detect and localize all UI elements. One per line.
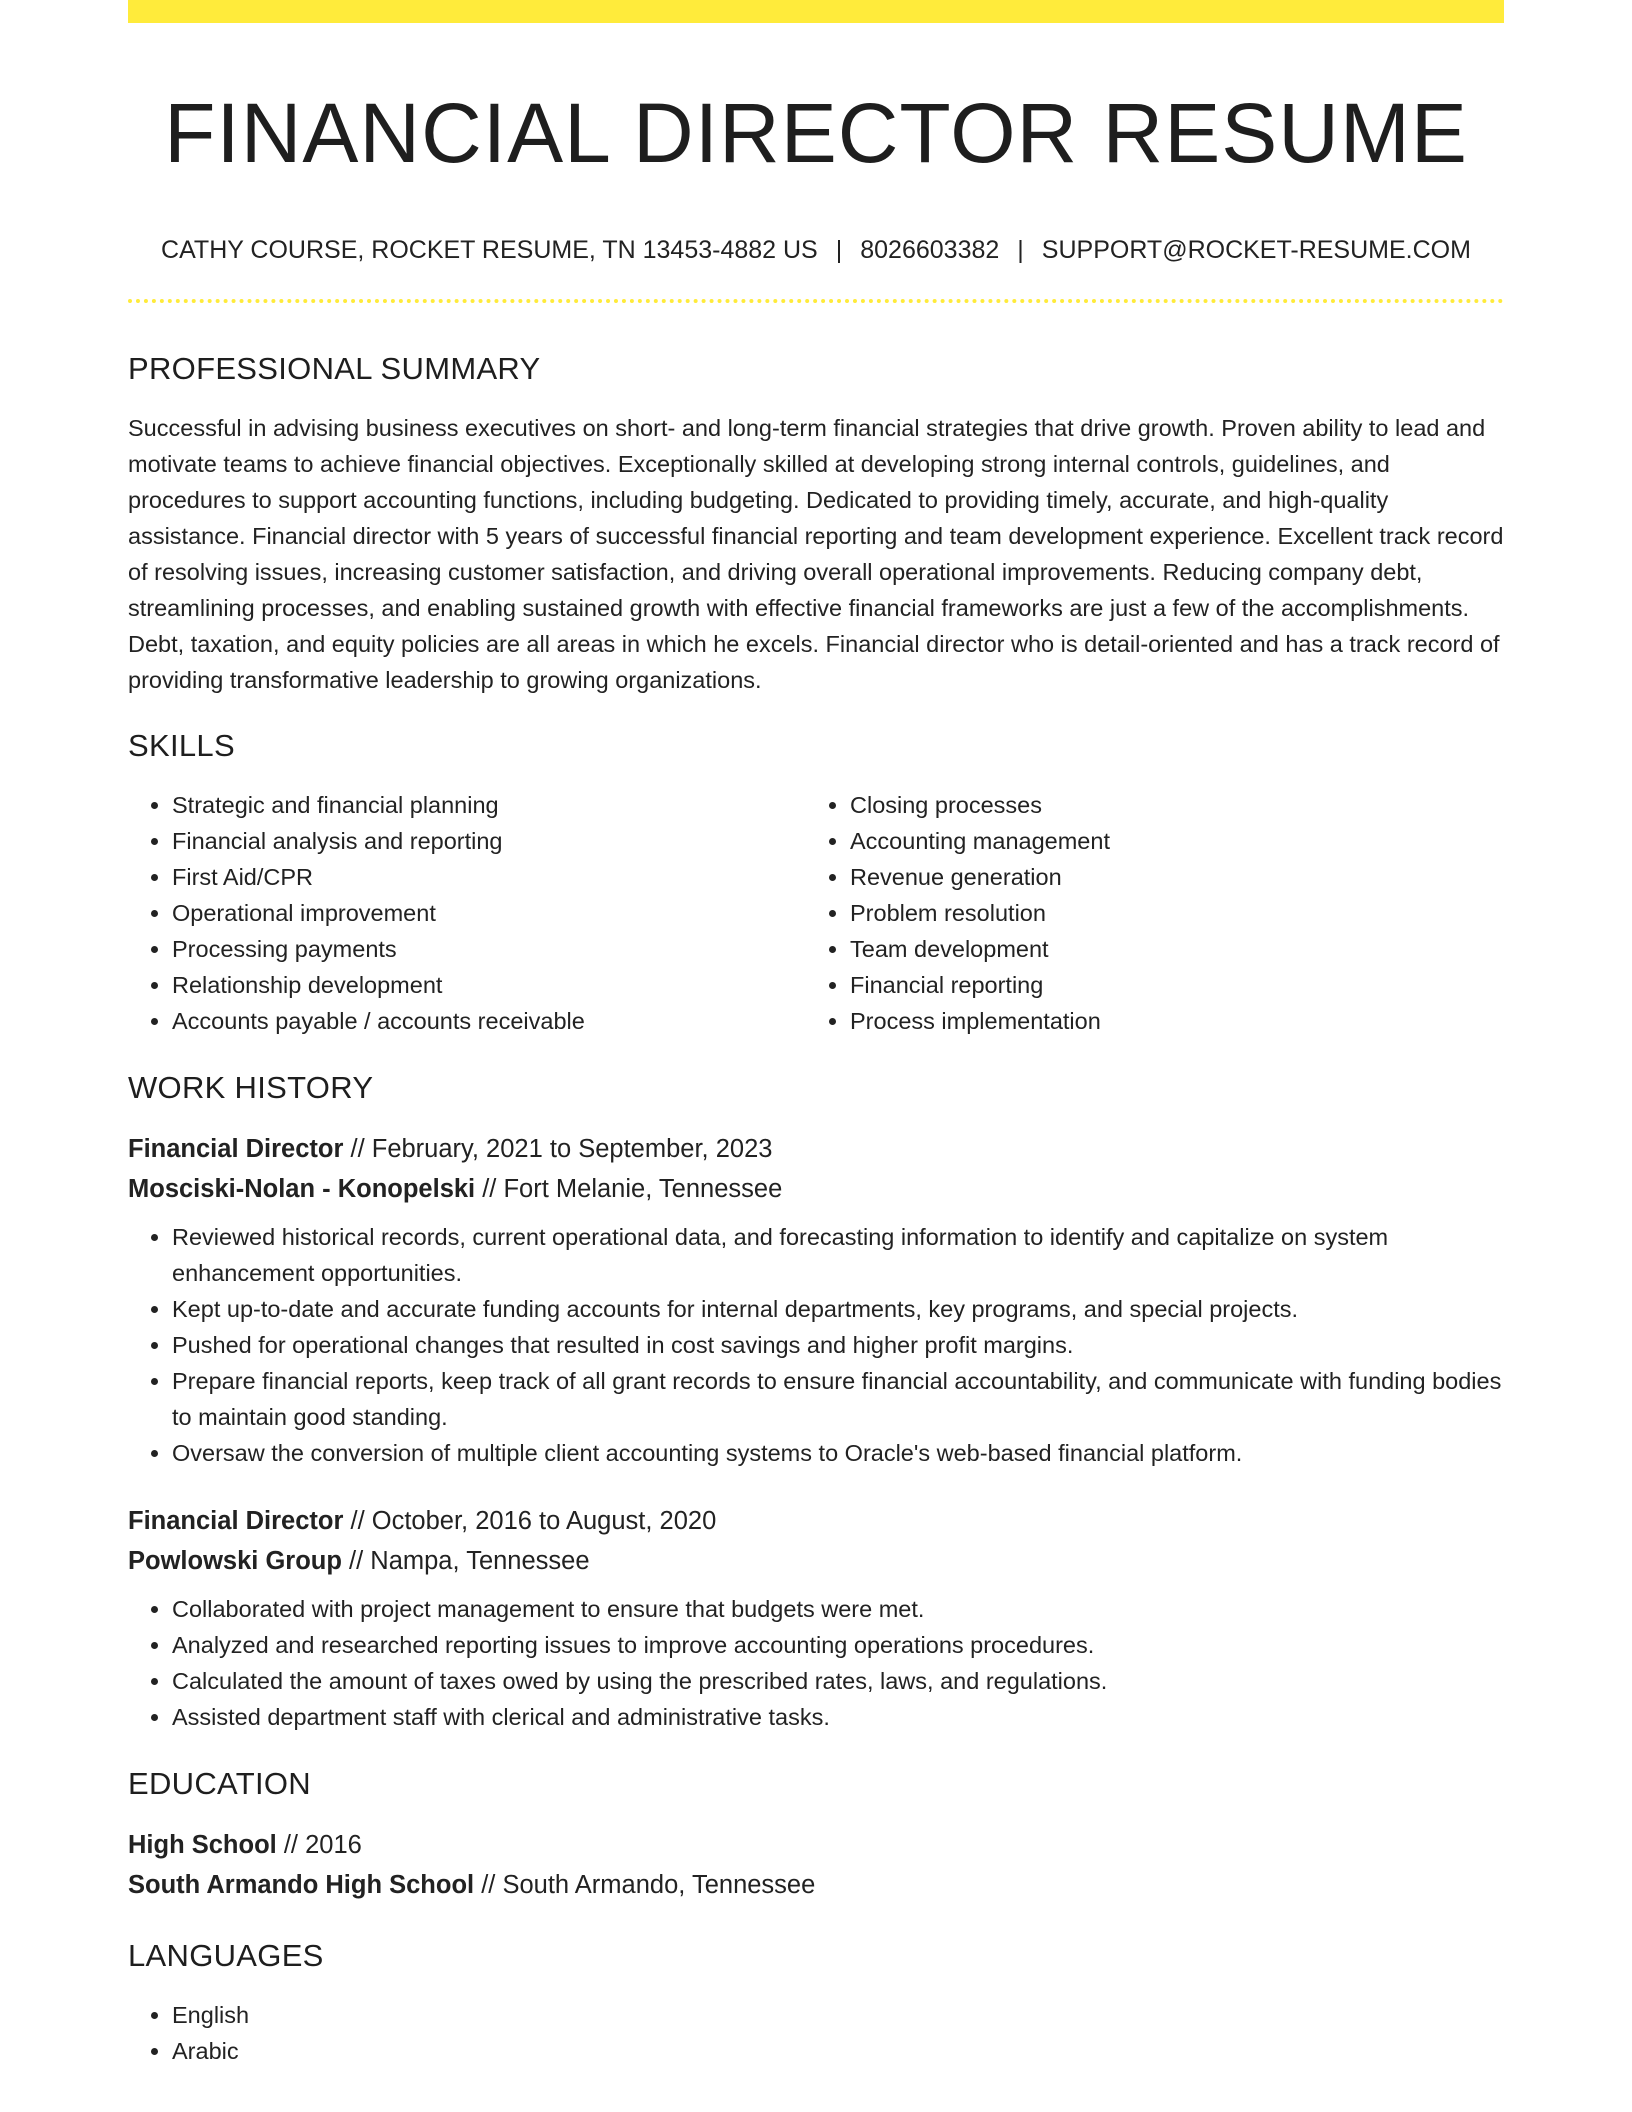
job-bullet: • Kept up-to-date and accurate funding accounts for internal departments, key programs, and special projects. [172,1291,1504,1327]
job-dates: // February, 2021 to September, 2023 [343,1135,773,1163]
skill-item: • Team development [850,931,1110,967]
summary-heading: PROFESSIONAL SUMMARY [128,351,541,386]
languages-heading: LANGUAGES [128,1938,324,1973]
skill-item: • Processing payments [172,931,806,967]
job-company: Powlowski Group [128,1547,342,1575]
job-bullets [128,1219,1504,1471]
skill-item: • Revenue generation [850,859,1110,895]
resume-page [128,0,1504,2069]
job-bullets [128,1591,1504,1735]
education-degree-line [128,1825,1504,1865]
skill-item: • Closing processes [850,787,1110,823]
skill-item: • Accounting management [850,823,1110,859]
dotted-divider [128,299,1504,303]
job-bullet: • Analyzed and researched reporting issues to improve accounting operations procedures. [172,1627,1504,1663]
job-title-line [128,1501,1504,1541]
skill-item: • Strategic and financial planning [172,787,806,823]
job-bullet: • Prepare financial reports, keep track of all grant records to ensure financial accountability, and communicate with funding bodies to maintain good standing. [172,1363,1504,1435]
contact-line [128,235,1504,265]
education-school-line [128,1865,1504,1905]
top-accent-bar [128,0,1504,23]
skill-item: • Relationship development [172,967,806,1003]
contact-separator: | [835,236,843,264]
skill-item: • Financial reporting [850,967,1110,1003]
job-title: Financial Director [128,1507,344,1535]
job-entry [128,1501,1504,1735]
job-bullet: • Reviewed historical records, current operational data, and forecasting information to identify and capitalize on system enhancement opportunities. [172,1219,1504,1291]
education-year: // 2016 [276,1831,362,1859]
job-company: Mosciski-Nolan - Konopelski [128,1175,476,1203]
job-location: // Fort Melanie, Tennessee [475,1175,783,1203]
education-heading: EDUCATION [128,1766,311,1801]
job-company-line [128,1169,1504,1209]
job-bullet: • Calculated the amount of taxes owed by using the prescribed rates, laws, and regulations. [172,1663,1504,1699]
education-entry [128,1825,1504,1905]
languages-list [128,1997,1504,2069]
education-school: South Armando High School [128,1871,475,1899]
skill-item: • Process implementation [850,1003,1110,1039]
summary-text: Successful in advising business executives on short- and long-term financial strategies that drive growth. Proven ability to lead and motivate teams to achieve financial objectives. Exceptionally skilled at developing strong internal controls, guidelines, and procedures to support accounting functions, including budgeting. Dedicated to providing timely, accurate, and high-quality assistance. Financial director with 5 years of successful financial reporting and team development experience. Excellent track record of resolving issues, increasing customer satisfaction, and driving overall operational improvements. Reducing company debt, streamlining processes, and enabling sustained growth with effective financial frameworks are just a few of the accomplishments. Debt, taxation, and equity policies are all areas in which he excels. Financial director who is detail-oriented and has a track record of providing transformative leadership to growing organizations. [128,415,1504,693]
work-history-heading: WORK HISTORY [128,1070,374,1105]
job-bullet: • Pushed for operational changes that resulted in cost savings and higher profit margins. [172,1327,1504,1363]
job-title-line [128,1129,1504,1169]
education-location: // South Armando, Tennessee [474,1871,816,1899]
skills-list [128,787,1504,1039]
language-item: • Arabic [172,2033,1504,2069]
job-location: // Nampa, Tennessee [341,1547,590,1575]
contact-separator: | [1017,236,1024,264]
job-title: Financial Director [128,1135,344,1163]
skills-heading: SKILLS [128,728,235,763]
skill-item: • First Aid/CPR [172,859,806,895]
job-bullet: • Oversaw the conversion of multiple client accounting systems to Oracle's web-based financial platform. [172,1435,1504,1471]
resume-title: FINANCIAL DIRECTOR RESUME [164,86,1468,180]
job-bullet: • Assisted department staff with clerical and administrative tasks. [172,1699,1504,1735]
education-degree: High School [128,1831,277,1859]
contact-phone: 8026603382 [860,236,1000,264]
skills-column-right [806,787,1110,1039]
job-entry [128,1129,1504,1471]
job-bullet: • Collaborated with project management to ensure that budgets were met. [172,1591,1504,1627]
skill-item: • Financial analysis and reporting [172,823,806,859]
contact-email: SUPPORT@ROCKET-RESUME.COM [1041,236,1471,264]
skill-item: • Problem resolution [850,895,1110,931]
job-dates: // October, 2016 to August, 2020 [343,1507,717,1535]
job-company-line [128,1541,1504,1581]
language-item: • English [172,1997,1504,2033]
skill-item: • Accounts payable / accounts receivable [172,1003,806,1039]
skill-item: • Operational improvement [172,895,806,931]
contact-address: CATHY COURSE, ROCKET RESUME, TN 13453-4882 US [161,236,818,264]
skills-column-left [128,787,806,1039]
